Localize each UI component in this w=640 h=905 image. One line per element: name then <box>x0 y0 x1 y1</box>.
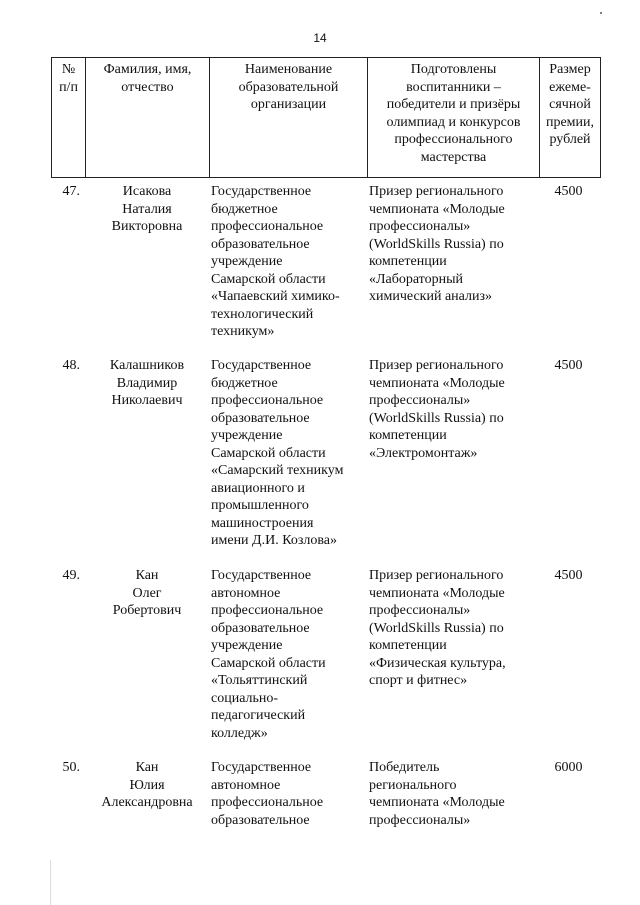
row-number: 49. <box>62 568 80 583</box>
row-full-name: Кан Юлия Александровна <box>101 760 193 810</box>
row-achievement: Призер регионального чемпионата «Молодые профессионалы» (WorldSkills Russia) по компетенции «Электромонтаж» <box>369 358 505 461</box>
page-number: 14 <box>313 31 327 45</box>
row-organization: Государственное автономное профессиональное образовательное учреждение Самарской области «Тольяттинский социально- педагогический колледж» <box>211 568 326 741</box>
header-organization: Наименование образовательной организации <box>210 58 368 178</box>
row-organization: Государственное автономное профессиональное образовательное <box>211 760 324 828</box>
header-bonus-amount: Размер ежеме- сячной премии, рублей <box>540 58 601 178</box>
header-achievements: Подготовлены воспитанники – победители и призёры олимпиад и конкурсов профессионального мастерства <box>368 58 540 178</box>
row-achievement: Победитель регионального чемпионата «Молодые профессионалы» <box>369 760 505 828</box>
table-header <box>51 57 601 178</box>
row-organization: Государственное бюджетное профессиональное образовательное учреждение Самарской области «Чапаевский химико- технологический техникум» <box>211 184 340 339</box>
stray-dot-mark <box>600 12 602 14</box>
row-achievement: Призер регионального чемпионата «Молодые профессионалы» (WorldSkills Russia) по компетенции «Физическая культура, спорт и фитнес» <box>369 568 506 688</box>
header-full-name: Фамилия, имя, отчество <box>86 58 210 178</box>
scan-margin-line <box>50 860 51 905</box>
row-number: 47. <box>62 184 80 199</box>
row-bonus-amount: 4500 <box>554 184 583 199</box>
header-number: № п/п <box>52 58 86 178</box>
row-number: 48. <box>62 358 80 373</box>
row-bonus-amount: 4500 <box>554 568 583 583</box>
row-full-name: Исакова Наталия Викторовна <box>111 184 183 234</box>
row-organization: Государственное бюджетное профессиональное образовательное учреждение Самарской области «Самарский техникум авиационного и промышленного машиностроения имени Д.И. Козлова» <box>211 358 344 548</box>
row-bonus-amount: 4500 <box>554 358 583 373</box>
row-bonus-amount: 6000 <box>554 760 583 775</box>
row-achievement: Призер регионального чемпионата «Молодые профессионалы» (WorldSkills Russia) по компетенции «Лабораторный химический анализ» <box>369 184 505 304</box>
row-number: 50. <box>62 760 80 775</box>
row-full-name: Кан Олег Робертович <box>112 568 182 618</box>
row-full-name: Калашников Владимир Николаевич <box>109 358 185 408</box>
